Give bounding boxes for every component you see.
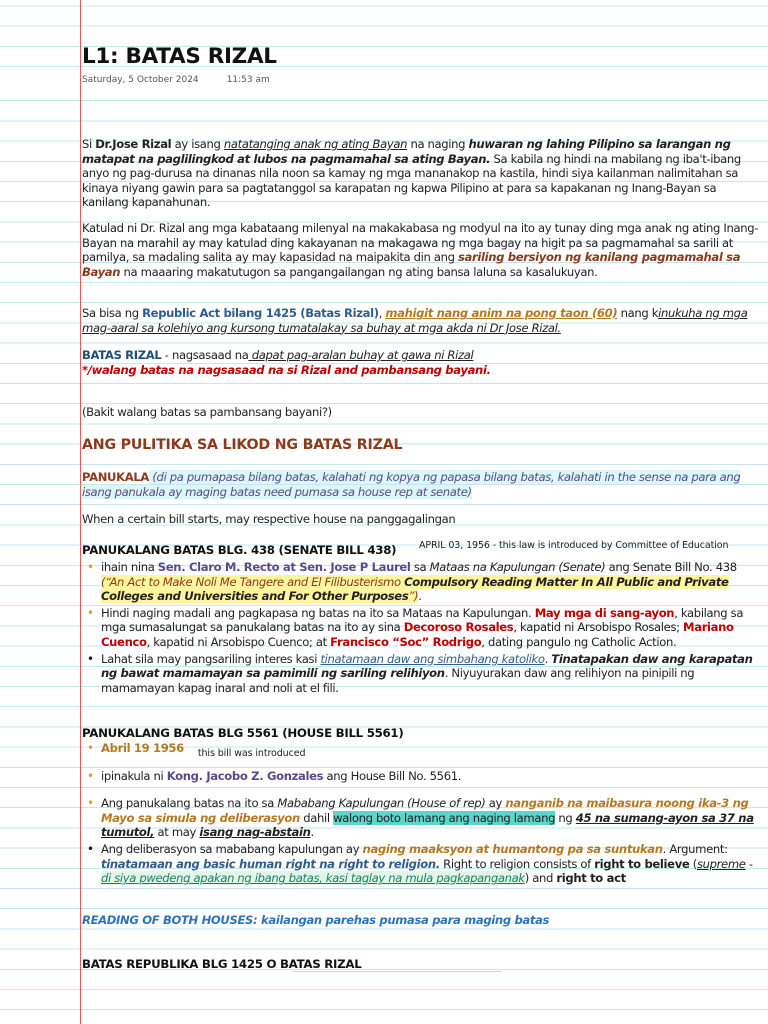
millennial-paragraph[interactable]: Katulad ni Dr. Rizal ang mga kabataang milenyal na makakabasa ng modyul na ito ay tunay ding mga anak ng ating Inang-Bayan na marahil ay may katulad ding kakayanan na makagawa ng mga bagay na higit pa sa pagmamahal sa sarili at pamilya, sa madaling salita ay may kapasidad na maipakita din ang sariling bersiyon ng kanilang pagmamahal sa Bayan na maaaring makatutugon sa pangangailangan ng ating bansa laluna sa kasalukuyan.	[82, 221, 759, 279]
bullet-icon: •	[87, 841, 94, 856]
list-item[interactable]: • Abril 19 1956 $_{this bill was introduced}$	[87, 741, 306, 759]
list-item[interactable]: • Ang panukalang batas na ito sa Mababang Kapulungan (House of rep) ay nanganib na maibasura noong ika-3 ng Mayo sa simula ng deliberasyon dahil walong boto lamang ang naging lamang ng 45 na sumang-ayon sa 37 na tumutol, at may isang nag-abstain.	[87, 796, 754, 840]
republic-act-paragraph[interactable]: Sa bisa ng Republic Act bilang 1425 (Batas Rizal), mahigit nang anim na pong taon (60) nang kinukuha ng mga mag-aaral sa kolehiyo ang kursong tumatalakay sa buhay at mga akda ni Dr Jose Rizal.	[82, 306, 748, 335]
senate-bill-list	[82, 560, 760, 695]
list-item[interactable]: • ipinakula ni Kong. Jacobo Z. Gonzales ang House Bill No. 5561.	[87, 768, 462, 783]
bullet-icon: •	[87, 741, 94, 755]
list-item[interactable]: • Lahat sila may pangsariling interes kasi tinatamaan daw ang simbahang katoliko. Tinatapakan daw ang karapatan ng bawat mamamayan sa pamimili ng sariling relihiyon. Niyuyurakan daw ang relihiyon na pinipili ng mamamayan kapag inaral and noli at el fili.	[87, 651, 753, 695]
faint-divider	[292, 971, 502, 972]
senate-bill-note[interactable]: APRIL 03, 1956 - this law is introduced by Committee of Education	[419, 540, 729, 551]
list-item[interactable]: • ihain nina Sen. Claro M. Recto at Sen. Jose P Laurel sa Mataas na Kapulungan (Senate) ang Senate Bill No. 438 (“An Act to Make Noli Me Tangere and El Filibusterismo Compulsory Reading Matter In All Public and Private Colleges and Universities and For Other Purposes”).	[87, 560, 737, 604]
batas-rizal-definition[interactable]: BATAS RIZAL - nagsasaad na dapat pag-aralan buhay at gawa ni Rizal */walang batas na nagsasaad na si Rizal and pambansang bayani.	[82, 348, 491, 377]
question-paragraph[interactable]: (Bakit walang batas sa pambansang bayani?)	[82, 405, 332, 419]
page-title[interactable]: L1: BATAS RIZAL	[82, 44, 277, 69]
page-meta	[82, 75, 270, 85]
list-item[interactable]: • Hindi naging madali ang pagkapasa ng batas na ito sa Mataas na Kapulungan. May mga di sang-ayon, kabilang sa mga sumasalungat sa panukalang batas na ito ay sina Decoroso Rosales, kapatid ni Arsobispo Rosales; Mariano Cuenco, kapatid ni Arsobispo Cuenco; at Francisco “Soc” Rodrigo, dating pangulo ng Catholic Action.	[87, 605, 744, 649]
reading-note[interactable]: READING OF BOTH HOUSES: kailangan parehas pumasa para maging batas	[82, 913, 550, 927]
final-heading[interactable]: BATAS REPUBLIKA BLG 1425 O BATAS RIZAL	[82, 957, 362, 971]
bullet-icon: •	[87, 796, 94, 811]
panukala-paragraph[interactable]: PANUKALA (di pa pumapasa bilang batas, kalahati ng kopya ng papasa bilang batas, kalahati in the sense na para ang isang panukala ay maging batas need pumasa sa house rep at senate)	[82, 470, 741, 499]
house-bill-list	[82, 741, 760, 886]
bill-origin-paragraph[interactable]: When a certain bill starts, may respective house na panggagalingan	[82, 512, 456, 526]
page-date: Saturday, 5 October 2024	[82, 75, 199, 85]
bullet-icon: •	[87, 651, 94, 666]
bullet-icon: •	[87, 560, 94, 574]
senate-bill-heading[interactable]: PANUKALANG BATAS BLG. 438 (SENATE BILL 438)	[82, 543, 397, 557]
bullet-icon: •	[87, 605, 94, 620]
margin-line	[80, 0, 81, 1024]
list-item[interactable]: • Ang deliberasyon sa mababang kapulungan ay naging maaksyon at humantong pa sa suntukan. Argument: tinatamaan ang basic human right na right to religion. Right to religion consists of right to believe (supreme - di siya pwedeng apakan ng ibang batas, kasi taglay na mula pagkapanganak) and right to act	[87, 841, 753, 886]
house-bill-heading[interactable]: PANUKALANG BATAS BLG 5561 (HOUSE BILL 5561)	[82, 726, 404, 740]
page-time: 11:53 am	[226, 75, 270, 85]
intro-paragraph[interactable]: Si Dr.Jose Rizal ay isang natatanging anak ng ating Bayan na naging huwaran ng lahing Pilipino sa larangan ng matapat na paglilingkod at lubos na pagmamahal sa ating Bayan. Sa kabila ng hindi na mabilang ng iba't-ibang anyo ng pag-durusa na dinanas nila noon sa kamay ng mga mananakop na kastila, hindi siya kailanman nalimitahan sa kinaya niyang gawin para sa pagtatanggol sa karapatan ng kapwa Pilipino at para sa kapakanan ng Inang-Bayan sa kanilang kapanahunan.	[82, 137, 741, 210]
bullet-icon: •	[87, 768, 94, 783]
section-heading-politics[interactable]: ANG PULITIKA SA LIKOD NG BATAS RIZAL	[82, 437, 403, 453]
